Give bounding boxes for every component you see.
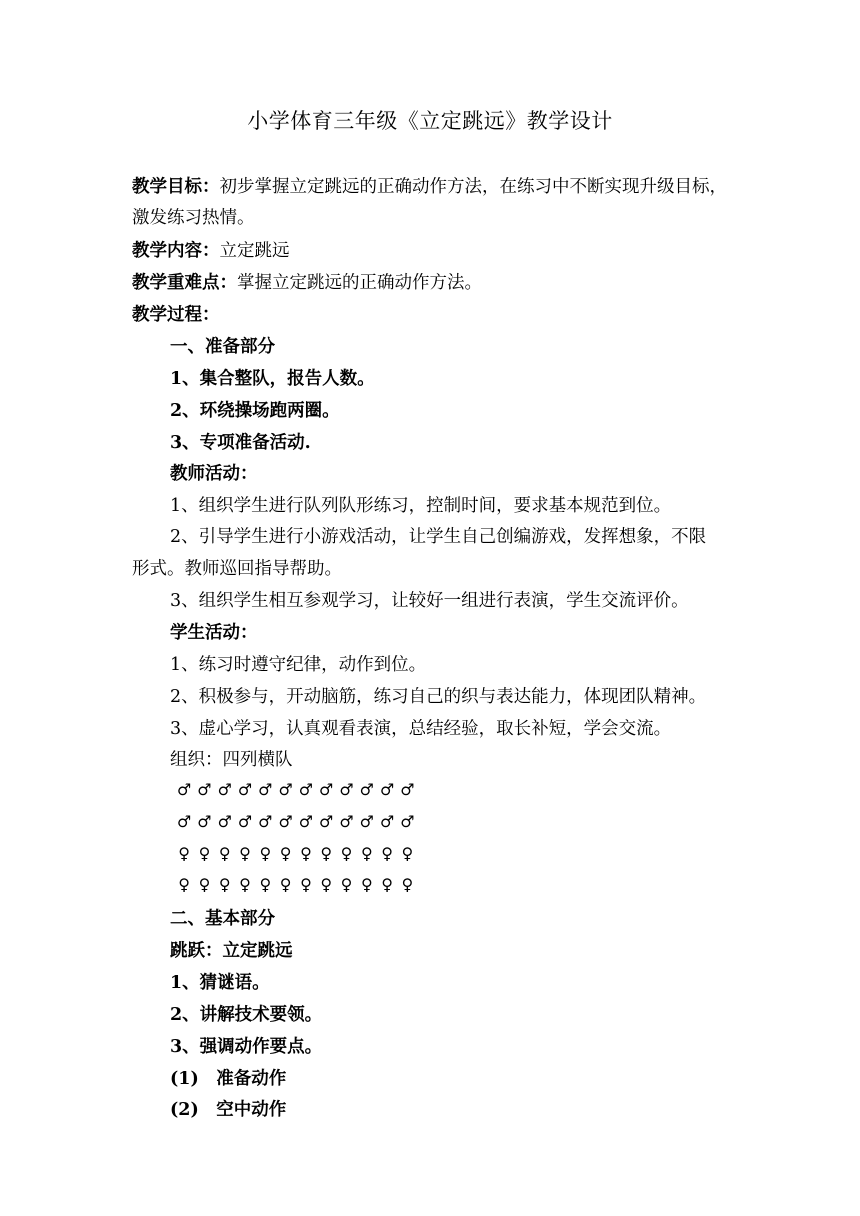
part2-step-1: (1) 准备动作 (170, 1069, 287, 1089)
formation-row-3 (174, 842, 418, 866)
male-symbol-icon: ♂ (319, 780, 334, 799)
female-symbol-icon: ♀ (218, 875, 231, 894)
male-symbol-icon: ♂ (176, 812, 192, 831)
formation-row-1 (174, 778, 418, 802)
female-symbol-icon: ♀ (381, 875, 393, 894)
female-symbol-icon: ♀ (259, 844, 272, 863)
male-symbol-icon: ♂ (197, 780, 212, 799)
student-heading: 学生活动： (170, 623, 258, 643)
female-symbol-icon: ♀ (320, 875, 333, 894)
female-symbol-icon: ♀ (300, 875, 312, 894)
male-symbol-icon: ♂ (339, 812, 354, 831)
female-symbol-icon: ♀ (360, 875, 373, 894)
part2-step-2: (2) 空中动作 (170, 1100, 287, 1120)
male-symbol-icon: ♂ (359, 780, 374, 799)
formation-row-2 (174, 810, 418, 834)
female-symbol-icon: ♀ (340, 875, 353, 894)
content-label: 教学内容： (132, 241, 220, 261)
male-symbol-icon: ♂ (217, 780, 232, 799)
objective-text-1: 初步掌握立定跳远的正确动作方法，在练习中不断实现升级目标， (219, 177, 727, 197)
male-symbol-icon: ♂ (176, 780, 192, 799)
female-symbol-icon: ♀ (381, 844, 393, 863)
objective-line-1 (132, 174, 727, 200)
part2-sub: 跳跃：立定跳远 (170, 941, 293, 961)
female-symbol-icon: ♀ (218, 844, 231, 863)
part2-item-3: 3、强调动作要点。 (170, 1037, 323, 1057)
male-symbol-icon: ♂ (400, 812, 415, 831)
male-symbol-icon: ♂ (298, 780, 314, 799)
content-line (132, 238, 290, 264)
male-symbol-icon: ♂ (379, 780, 395, 799)
part1-item-1: 1、集合整队，报告人数。 (170, 369, 375, 389)
difficulty-text: 掌握立定跳远的正确动作方法。 (237, 273, 482, 293)
objective-label: 教学目标： (132, 177, 220, 197)
female-symbol-icon: ♀ (259, 875, 272, 894)
teacher-item-1: 1、组织学生进行队列队形练习，控制时间，要求基本规范到位。 (170, 496, 672, 516)
female-symbol-icon: ♀ (198, 844, 211, 863)
document-title: 小学体育三年级《立定跳远》教学设计 (247, 109, 613, 133)
female-symbol-icon: ♀ (279, 844, 292, 863)
objective-text-2: 激发练习热情。 (132, 208, 255, 228)
female-symbol-icon: ♀ (340, 844, 353, 863)
male-symbol-icon: ♂ (379, 812, 395, 831)
male-symbol-icon: ♂ (319, 812, 334, 831)
male-symbol-icon: ♂ (197, 812, 212, 831)
female-symbol-icon: ♀ (360, 844, 373, 863)
part1-item-2: 2、环绕操场跑两圈。 (170, 401, 340, 421)
organization-label: 组织：四列横队 (170, 750, 293, 770)
female-symbol-icon: ♀ (178, 875, 190, 894)
male-symbol-icon: ♂ (400, 780, 415, 799)
female-symbol-icon: ♀ (178, 844, 190, 863)
male-symbol-icon: ♂ (278, 780, 293, 799)
difficulty-line (132, 270, 482, 296)
male-symbol-icon: ♂ (359, 812, 374, 831)
male-symbol-icon: ♂ (339, 780, 354, 799)
part1-heading: 一、准备部分 (170, 337, 275, 357)
male-symbol-icon: ♂ (258, 780, 273, 799)
student-item-1: 1、练习时遵守纪律，动作到位。 (170, 655, 427, 675)
formation-row-4 (174, 873, 418, 897)
male-symbol-icon: ♂ (237, 812, 253, 831)
male-symbol-icon: ♂ (237, 780, 253, 799)
male-symbol-icon: ♂ (258, 812, 273, 831)
process-label: 教学过程： (132, 305, 220, 325)
difficulty-label: 教学重难点： (132, 273, 237, 293)
teacher-item-2-line-1: 2、引导学生进行小游戏活动，让学生自己创编游戏，发挥想象，不限 (170, 527, 707, 547)
part2-item-2: 2、讲解技术要领。 (170, 1005, 323, 1025)
student-item-3: 3、虚心学习，认真观看表演，总结经验，取长补短，学会交流。 (170, 719, 672, 739)
teacher-heading: 教师活动： (170, 464, 258, 484)
part1-item-3: 3、专项准备活动. (170, 433, 311, 453)
female-symbol-icon: ♀ (401, 844, 414, 863)
teacher-item-2-line-2: 形式。教师巡回指导帮助。 (132, 559, 342, 579)
female-symbol-icon: ♀ (279, 875, 292, 894)
teacher-item-3: 3、组织学生相互参观学习，让较好一组进行表演，学生交流评价。 (170, 591, 689, 611)
female-symbol-icon: ♀ (401, 875, 414, 894)
female-symbol-icon: ♀ (239, 875, 251, 894)
part2-heading: 二、基本部分 (170, 909, 275, 929)
part2-item-1: 1、猜谜语。 (170, 973, 270, 993)
male-symbol-icon: ♂ (278, 812, 293, 831)
female-symbol-icon: ♀ (300, 844, 312, 863)
female-symbol-icon: ♀ (198, 875, 211, 894)
content-text: 立定跳远 (219, 241, 290, 261)
male-symbol-icon: ♂ (217, 812, 232, 831)
male-symbol-icon: ♂ (298, 812, 314, 831)
female-symbol-icon: ♀ (320, 844, 333, 863)
female-symbol-icon: ♀ (239, 844, 251, 863)
student-item-2: 2、积极参与，开动脑筋，练习自己的织与表达能力，体现团队精神。 (170, 687, 707, 707)
